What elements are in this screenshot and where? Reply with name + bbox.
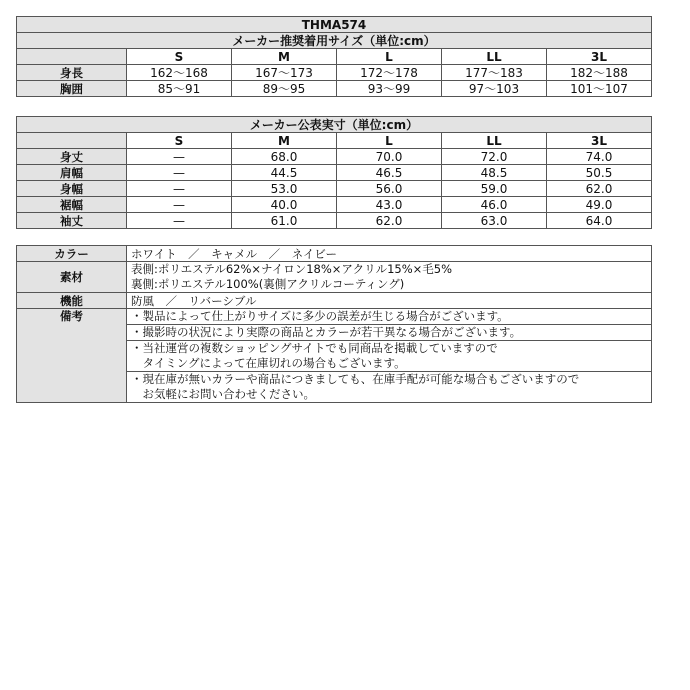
size-header-row	[17, 133, 652, 149]
note-line: ・撮影時の状況により実際の商品とカラーが若干異なる場合がございます。	[131, 325, 522, 339]
note-line: ・当社運営の複数ショッピングサイトでも同商品を掲載していますので	[131, 341, 498, 355]
material-line: 表側:ポリエステル62%×ナイロン18%×アクリル15%×毛5%	[131, 262, 453, 276]
note-line: お気軽にお問い合わせください。	[131, 387, 315, 401]
size-label: 3L	[547, 49, 652, 65]
corner-cell	[17, 49, 127, 65]
table-cell: 93～99	[337, 81, 442, 97]
table-cell: —	[127, 213, 232, 229]
function-row	[17, 293, 652, 309]
table-row	[17, 165, 652, 181]
table-cell: 89～95	[232, 81, 337, 97]
note-line: タイミングによって在庫切れの場合もございます。	[131, 356, 406, 370]
material-line: 裏側:ポリエステル100%(裏側アクリルコーティング)	[131, 277, 405, 291]
table-row	[17, 149, 652, 165]
table-cell: 167～173	[232, 65, 337, 81]
table-row	[17, 213, 652, 229]
row-label: 身幅	[17, 181, 127, 197]
function-label: 機能	[17, 293, 127, 309]
size-label: L	[337, 133, 442, 149]
size-label: 3L	[547, 133, 652, 149]
recommended-size-table	[16, 16, 652, 97]
size-label: S	[127, 133, 232, 149]
material-value	[127, 262, 652, 293]
table-cell: 40.0	[232, 197, 337, 213]
color-row	[17, 246, 652, 262]
measured-size-table	[16, 116, 652, 229]
table-cell: 85～91	[127, 81, 232, 97]
table-cell: 44.5	[232, 165, 337, 181]
note-item	[127, 372, 652, 403]
table-cell: 177～183	[442, 65, 547, 81]
table-cell: 43.0	[337, 197, 442, 213]
product-info-table	[16, 245, 652, 403]
table-row	[17, 81, 652, 97]
row-label: 袖丈	[17, 213, 127, 229]
material-row	[17, 262, 652, 293]
note-item	[127, 325, 652, 341]
table-row	[17, 181, 652, 197]
table-cell: 56.0	[337, 181, 442, 197]
table-cell: 172～178	[337, 65, 442, 81]
note-item	[127, 341, 652, 372]
table-cell: —	[127, 181, 232, 197]
table-cell: 62.0	[337, 213, 442, 229]
table-cell: 101～107	[547, 81, 652, 97]
size-label: LL	[442, 133, 547, 149]
size-label: M	[232, 49, 337, 65]
table-cell: 49.0	[547, 197, 652, 213]
table-cell: —	[127, 149, 232, 165]
table-cell: 74.0	[547, 149, 652, 165]
table-cell: 62.0	[547, 181, 652, 197]
table-cell: —	[127, 165, 232, 181]
table-cell: 97～103	[442, 81, 547, 97]
function-value: 防風 ／ リバーシブル	[127, 293, 652, 309]
table-cell: 48.5	[442, 165, 547, 181]
table-cell: 70.0	[337, 149, 442, 165]
note-row	[17, 309, 652, 325]
measured-size-title: メーカー公表実寸（単位:cm）	[17, 117, 652, 133]
table-cell: 59.0	[442, 181, 547, 197]
note-item	[127, 309, 652, 325]
row-label: 身丈	[17, 149, 127, 165]
row-label: 肩幅	[17, 165, 127, 181]
color-label: カラー	[17, 246, 127, 262]
model-number: THMA574	[17, 17, 652, 33]
table-cell: 162～168	[127, 65, 232, 81]
size-header-row	[17, 49, 652, 65]
table-cell: 63.0	[442, 213, 547, 229]
note-line: ・現在庫が無いカラーや商品につきましても、在庫手配が可能な場合もございますので	[131, 372, 580, 386]
size-label: L	[337, 49, 442, 65]
recommended-size-title: メーカー推奨着用サイズ（単位:cm）	[17, 33, 652, 49]
size-label: LL	[442, 49, 547, 65]
row-label: 胸囲	[17, 81, 127, 97]
table-cell: 50.5	[547, 165, 652, 181]
table-row	[17, 65, 652, 81]
table-cell: 46.0	[442, 197, 547, 213]
table-cell: 46.5	[337, 165, 442, 181]
color-value: ホワイト ／ キャメル ／ ネイビー	[127, 246, 652, 262]
material-label: 素材	[17, 262, 127, 293]
table-cell: 72.0	[442, 149, 547, 165]
note-line: ・製品によって仕上がりサイズに多少の誤差が生じる場合がございます。	[131, 309, 509, 323]
size-label: S	[127, 49, 232, 65]
notes-label: 備考	[17, 309, 127, 403]
table-cell: —	[127, 197, 232, 213]
table-row	[17, 197, 652, 213]
size-label: M	[232, 133, 337, 149]
corner-cell	[17, 133, 127, 149]
row-label: 身長	[17, 65, 127, 81]
row-label: 裾幅	[17, 197, 127, 213]
table-cell: 53.0	[232, 181, 337, 197]
table-cell: 61.0	[232, 213, 337, 229]
table-cell: 64.0	[547, 213, 652, 229]
table-cell: 68.0	[232, 149, 337, 165]
table-cell: 182～188	[547, 65, 652, 81]
